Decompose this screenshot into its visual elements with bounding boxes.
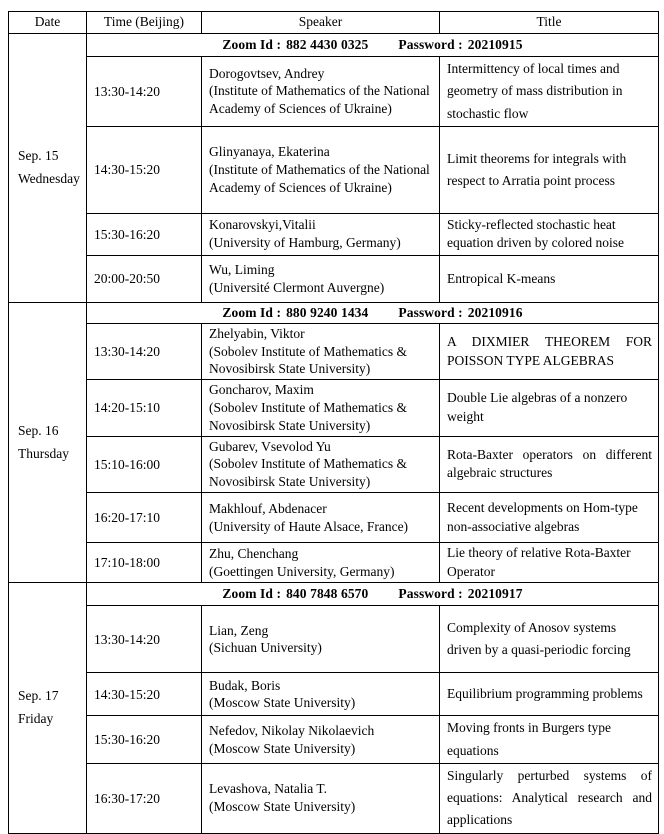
table-row [9, 716, 659, 764]
password-label: Password : [398, 37, 463, 52]
zoom-id-value: 880 9240 1434 [286, 304, 369, 320]
speaker-name: Budak, Boris [209, 677, 281, 693]
zoom-info-row [9, 583, 659, 606]
table-row [9, 323, 659, 379]
time-cell: 13:30-14:20 [87, 57, 202, 127]
speaker-affiliation: (Moscow State University) [209, 695, 356, 711]
talk-title-cell: Complexity of Anosov systems driven by a quasi-periodic forcing [440, 606, 659, 673]
speaker-name: Makhlouf, Abdenacer [209, 500, 327, 516]
speaker-affiliation: (Institute of Mathematics of the National Academy of Sciences of Ukraine) [209, 83, 430, 117]
speaker-cell [202, 380, 440, 436]
zoom-credentials-sep17 [87, 583, 659, 606]
speaker-affiliation: (Sichuan University) [209, 640, 322, 656]
speaker-cell [202, 213, 440, 255]
talk-title-cell: Equilibrium programming problems [440, 673, 659, 716]
talk-title-cell: Limit theorems for integrals with respect to Arratia point process [440, 126, 659, 213]
speaker-name: Konarovskyi,Vitalii [209, 217, 316, 233]
speaker-cell [202, 57, 440, 127]
time-cell: 14:30-15:20 [87, 673, 202, 716]
zoom-id-label: Zoom Id : [222, 586, 282, 602]
table-row [9, 493, 659, 543]
talk-title-cell: Entropical K-means [440, 255, 659, 302]
talk-title-cell: Sticky-reflected stochastic heat equation driven by colored noise [440, 213, 659, 255]
speaker-affiliation: (Moscow State University) [209, 740, 356, 756]
header-row [9, 12, 659, 34]
time-cell: 13:30-14:20 [87, 606, 202, 673]
time-cell: 15:10-16:00 [87, 436, 202, 492]
speaker-affiliation: (Sobolev Institute of Mathematics & Novosibirsk State University) [209, 400, 407, 433]
time-cell: 16:20-17:10 [87, 493, 202, 543]
speaker-affiliation: (Université Clermont Auvergne) [209, 279, 385, 295]
date-text: Sep. 17 [18, 688, 59, 704]
time-cell: 15:30-16:20 [87, 716, 202, 764]
speaker-cell [202, 126, 440, 213]
password-value: 20210915 [467, 37, 523, 52]
zoom-info-row [9, 302, 659, 323]
speaker-affiliation: (Moscow State University) [209, 799, 356, 815]
time-cell: 20:00-20:50 [87, 255, 202, 302]
zoom-id-label: Zoom Id : [222, 304, 282, 320]
speaker-name: Zhelyabin, Viktor [209, 325, 305, 341]
speaker-name: Nefedov, Nikolay Nikolaevich [209, 722, 375, 738]
talk-title-cell: Double Lie algebras of a nonzero weight [440, 380, 659, 436]
time-cell: 14:30-15:20 [87, 126, 202, 213]
password-label: Password : [398, 304, 463, 320]
date-cell-sep15 [9, 34, 87, 303]
zoom-id-value: 882 4430 0325 [286, 37, 369, 52]
speaker-name: Lian, Zeng [209, 622, 269, 638]
password-value: 20210916 [467, 304, 523, 320]
speaker-affiliation: (University of Hamburg, Germany) [209, 235, 401, 251]
speaker-affiliation: (Sobolev Institute of Mathematics & Novosibirsk State University) [209, 343, 407, 377]
table-row [9, 380, 659, 436]
zoom-info-row [9, 34, 659, 57]
speaker-cell [202, 493, 440, 543]
speaker-cell [202, 323, 440, 379]
table-row [9, 57, 659, 127]
table-row [9, 126, 659, 213]
talk-title-cell: Singularly perturbed systems of equations: Analytical research and applications [440, 763, 659, 833]
talk-title-cell: A DIXMIER THEOREM FOR POISSON TYPE ALGEBRAS [440, 323, 659, 379]
table-row [9, 673, 659, 716]
time-cell: 16:30-17:20 [87, 763, 202, 833]
time-cell: 17:10-18:00 [87, 543, 202, 583]
date-text: Sep. 15 [18, 147, 59, 163]
talk-title-cell: Intermittency of local times and geometry of mass distribution in stochastic flow [440, 57, 659, 127]
zoom-id-label: Zoom Id : [222, 37, 282, 52]
table-row [9, 436, 659, 492]
table-row [9, 763, 659, 833]
speaker-cell [202, 673, 440, 716]
col-header-date: Date [9, 12, 87, 34]
speaker-affiliation: (Sobolev Institute of Mathematics & Novosibirsk State University) [209, 456, 407, 490]
talk-title-cell: Lie theory of relative Rota-Baxter Operator [440, 543, 659, 583]
zoom-credentials-sep16 [87, 302, 659, 323]
day-text: Wednesday [18, 170, 80, 186]
speaker-name: Wu, Liming [209, 261, 275, 277]
talk-title-cell: Moving fronts in Burgers type equations [440, 716, 659, 764]
date-cell-sep16 [9, 302, 87, 583]
speaker-name: Dorogovtsev, Andrey [209, 65, 325, 81]
table-row [9, 543, 659, 583]
speaker-cell [202, 716, 440, 764]
password-label: Password : [398, 586, 463, 602]
speaker-affiliation: (University of Haute Alsace, France) [209, 518, 409, 534]
col-header-title: Title [440, 12, 659, 34]
speaker-cell [202, 543, 440, 583]
day-text: Thursday [18, 445, 69, 461]
speaker-cell [202, 255, 440, 302]
table-row [9, 606, 659, 673]
col-header-speaker: Speaker [202, 12, 440, 34]
speaker-cell [202, 436, 440, 492]
speaker-affiliation: (Goettingen University, Germany) [209, 563, 395, 579]
speaker-name: Levashova, Natalia T. [209, 781, 327, 797]
date-cell-sep17 [9, 583, 87, 833]
speaker-name: Goncharov, Maxim [209, 382, 314, 398]
time-cell: 15:30-16:20 [87, 213, 202, 255]
time-cell: 13:30-14:20 [87, 323, 202, 379]
table-row [9, 255, 659, 302]
zoom-credentials-sep15 [87, 34, 659, 57]
time-cell: 14:20-15:10 [87, 380, 202, 436]
speaker-cell [202, 606, 440, 673]
password-value: 20210917 [467, 586, 523, 602]
col-header-time: Time (Beijing) [87, 12, 202, 34]
date-text: Sep. 16 [18, 422, 59, 438]
speaker-name: Zhu, Chenchang [209, 545, 299, 561]
speaker-affiliation: (Institute of Mathematics of the National Academy of Sciences of Ukraine) [209, 161, 430, 195]
talk-title-cell: Recent developments on Hom-type non-associative algebras [440, 493, 659, 543]
talk-title-cell: Rota-Baxter operators on different algebraic structures [440, 436, 659, 492]
zoom-id-value: 840 7848 6570 [286, 586, 369, 602]
speaker-cell [202, 763, 440, 833]
speaker-name: Glinyanaya, Ekaterina [209, 144, 330, 160]
table-row [9, 213, 659, 255]
speaker-name: Gubarev, Vsevolod Yu [209, 438, 331, 454]
conference-schedule-table [8, 11, 659, 834]
day-text: Friday [18, 711, 54, 727]
